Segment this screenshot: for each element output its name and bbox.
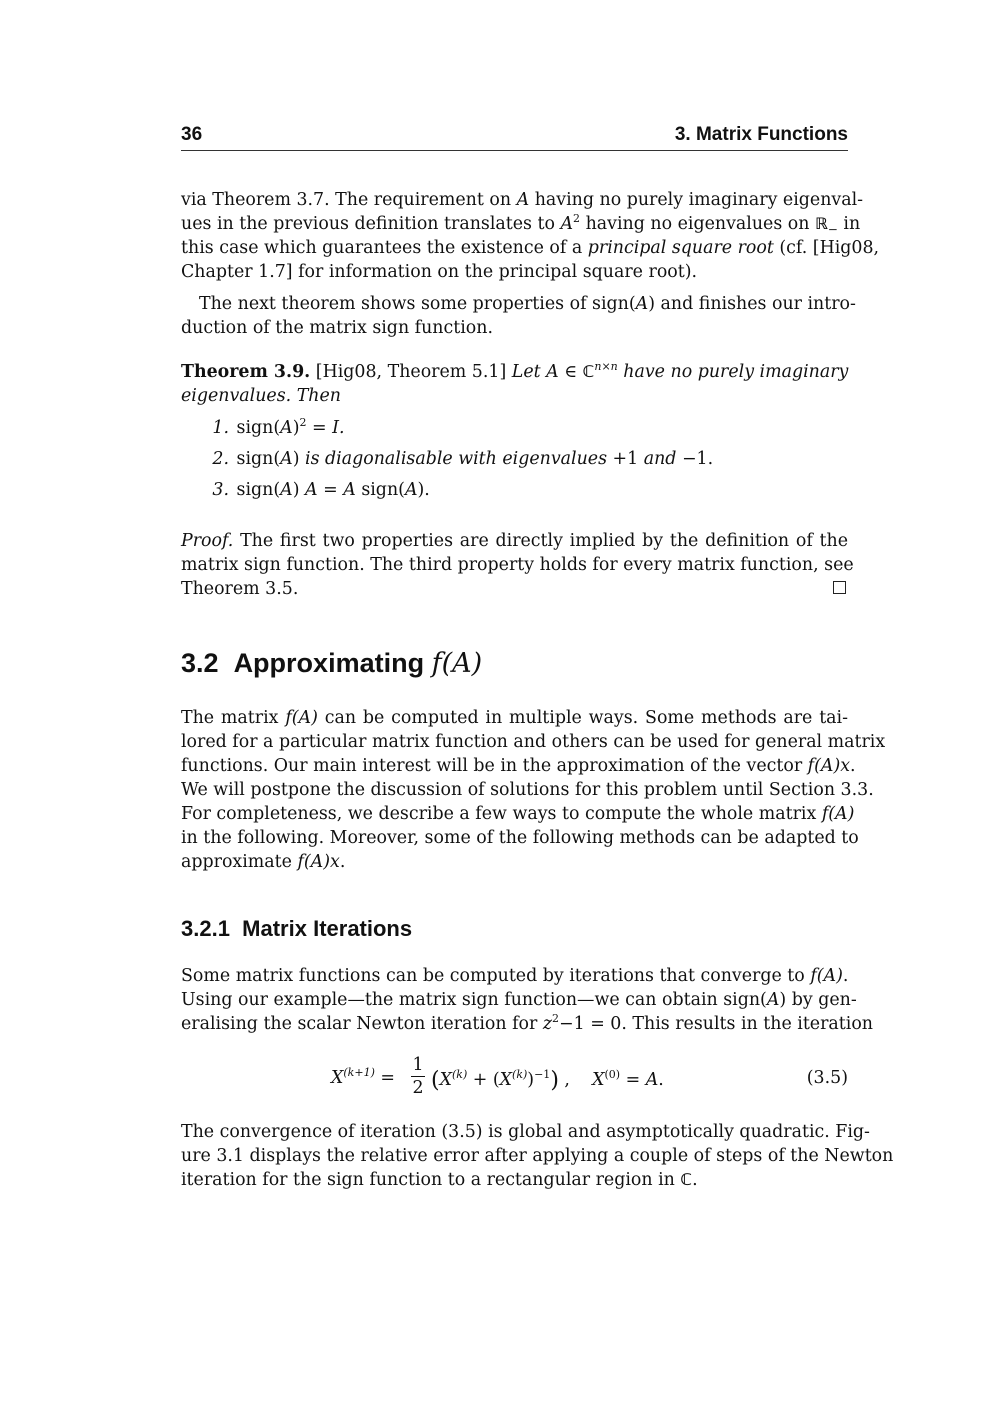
section-heading: 3.2 Approximating f(A)	[181, 648, 483, 679]
text-line: Theorem 3.5.	[181, 577, 848, 601]
text-line: Some matrix functions can be computed by iterations that converge to f(A).	[181, 966, 849, 986]
theorem-item-3: 3. sign(A) A = A sign(A).	[212, 480, 430, 500]
text-line: Chapter 1.7] for information on the principal square root).	[181, 262, 698, 282]
text-line: eigenvalues. Then	[181, 386, 341, 406]
text-line: functions. Our main interest will be in the approximation of the vector f(A)x.	[181, 756, 856, 776]
text-line: The next theorem shows some properties of sign(A) and finishes our intro-	[199, 294, 856, 314]
equation-rhs: $(X^{(k)} + (X^{(k)})^{-1})$ , $X^{(0)} = A$.	[431, 1068, 664, 1093]
text-line: Using our example—the matrix sign function—we can obtain sign(A) by gen-	[181, 990, 857, 1010]
text-line: Proof. The first two properties are directly implied by the definition of the	[181, 531, 848, 551]
equation-lhs: $X^{(k+1)}$ =	[331, 1066, 395, 1088]
chapter-title: 3. Matrix Functions	[674, 124, 848, 145]
text-line: this case which guarantees the existence of a principal square root (cf. [Hig08,	[181, 238, 880, 258]
theorem-block	[181, 360, 848, 408]
theorem-item-1: 1. $sign(A)^2 = I$.	[212, 416, 345, 438]
subsection-heading: 3.2.1 Matrix Iterations	[181, 916, 413, 941]
intro-paragraph	[181, 188, 880, 284]
text-line: approximate f(A)x.	[181, 852, 346, 872]
proof-block	[181, 529, 854, 601]
running-header	[181, 122, 848, 151]
equation-number: (3.5)	[806, 1068, 848, 1088]
subsection-paragraph	[181, 964, 874, 1036]
theorem-label: Theorem 3.9.	[181, 362, 311, 382]
text-line: duction of the matrix sign function.	[181, 318, 493, 338]
intro-paragraph-2	[181, 292, 856, 340]
text-line: ues in the previous definition translates to $A^2$ having no eigenvalues on ℝ$_-$ in	[181, 212, 861, 237]
text-line: in the following. Moreover, some of the following methods can be adapted to	[181, 828, 859, 848]
equation-3-5	[181, 1054, 848, 1104]
text-line: We will postpone the discussion of solutions for this problem until Section 3.3.	[181, 780, 874, 800]
proof-label: Proof.	[181, 531, 234, 551]
text-line: via Theorem 3.7. The requirement on A having no purely imaginary eigenval-	[181, 190, 864, 210]
text-line: eralising the scalar Newton iteration for $z^2-1 = 0$. This results in the iteration	[181, 1012, 874, 1034]
page	[181, 0, 894, 1414]
section-paragraph	[181, 706, 886, 874]
theorem-statement: Theorem 3.9. [Hig08, Theorem 5.1] Let A ∈ ℂ$^{n\times n}$ have no purely imaginary	[181, 360, 849, 382]
equation-fraction: 1 2	[412, 1055, 424, 1098]
text-line: lored for a particular matrix function and others can be used for general matrix	[181, 732, 886, 752]
text-line: matrix sign function. The third property holds for every matrix function, see	[181, 555, 854, 575]
text-line: ure 3.1 displays the relative error after applying a couple of steps of the Newton	[181, 1146, 894, 1166]
text-line: The convergence of iteration (3.5) is global and asymptotically quadratic. Fig-	[181, 1122, 870, 1142]
text-line: iteration for the sign function to a rectangular region in ℂ.	[181, 1170, 698, 1190]
closing-paragraph	[181, 1120, 894, 1192]
theorem-item-2: 2. sign(A) is diagonalisable with eigenvalues +1 and −1.	[212, 449, 714, 469]
qed-box	[833, 581, 846, 594]
text-line: The matrix f(A) can be computed in multiple ways. Some methods are tai-	[181, 708, 848, 728]
page-number: 36	[181, 124, 203, 145]
text-line: For completeness, we describe a few ways to compute the whole matrix f(A)	[181, 804, 855, 824]
